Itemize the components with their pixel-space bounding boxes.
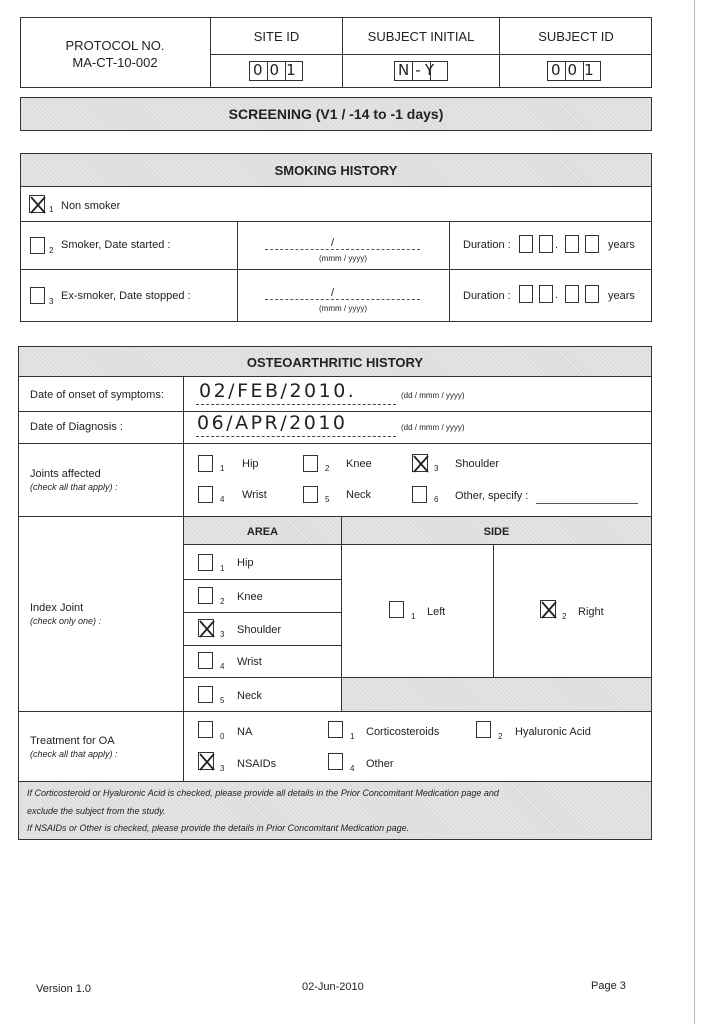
treatment-other-checkbox[interactable] <box>328 753 343 770</box>
subject-initial-value: N-Y <box>398 61 441 79</box>
diagnosis-value[interactable]: 06/APR/2010 <box>197 412 348 434</box>
onset-format: (dd / mmm / yyyy) <box>401 391 465 400</box>
area-shoulder-label: Shoulder <box>237 624 282 636</box>
joint-shoulder-checkbox[interactable] <box>412 454 428 472</box>
treatment-corticosteroids-label: Corticosteroids <box>366 726 440 738</box>
ex-smoker-duration-box-2[interactable] <box>539 285 553 303</box>
joint-wrist-checkbox[interactable] <box>198 486 213 503</box>
oa-note-line3: If NSAIDs or Other is checked, please provide the details in Prior Concomitant Medication page. <box>27 823 410 833</box>
smoker-duration-box-4[interactable] <box>585 235 599 253</box>
area-neck-checkbox[interactable] <box>198 686 213 703</box>
treatment-na-checkbox[interactable] <box>198 721 213 738</box>
ex-smoker-duration-label: Duration : <box>463 290 511 302</box>
joint-shoulder-label: Shoulder <box>455 458 500 470</box>
joint-shoulder-num: 3 <box>434 464 439 473</box>
treatment-hyaluronic-label: Hyaluronic Acid <box>515 726 591 738</box>
joint-hip-num: 1 <box>220 464 225 473</box>
joint-hip-checkbox[interactable] <box>198 455 213 472</box>
treatment-hyaluronic-num: 2 <box>498 732 503 741</box>
smoker-date-line <box>265 249 420 250</box>
non-smoker-num: 1 <box>49 205 54 214</box>
joint-knee-checkbox[interactable] <box>303 455 318 472</box>
index-joint-hint: (check only one) : <box>30 616 102 626</box>
footer-page: Page 3 <box>591 980 626 992</box>
joint-neck-label: Neck <box>346 489 372 501</box>
side-empty-cell <box>342 677 651 711</box>
smoking-title: SMOKING HISTORY <box>274 163 398 178</box>
index-joint-label: Index Joint <box>30 602 84 614</box>
side-left-checkbox[interactable] <box>389 601 404 618</box>
treatment-other-num: 4 <box>350 764 355 773</box>
ex-smoker-label: Ex-smoker, Date stopped : <box>61 290 191 302</box>
joint-neck-num: 5 <box>325 495 330 504</box>
smoker-duration-dot: . <box>555 239 559 251</box>
oa-hline <box>18 711 652 712</box>
diagnosis-underline <box>196 436 396 437</box>
smoker-years-label: years <box>608 239 635 251</box>
subject-initial-label: SUBJECT INITIAL <box>367 29 475 44</box>
area-row-line <box>184 612 341 613</box>
screening-title: SCREENING (V1 / -14 to -1 days) <box>228 106 444 122</box>
header-divider-3 <box>499 17 500 88</box>
non-smoker-checkbox[interactable] <box>29 195 45 213</box>
ex-smoker-duration-box-3[interactable] <box>565 285 579 303</box>
footer-version: Version 1.0 <box>36 983 92 995</box>
site-id-label: SITE ID <box>253 29 300 44</box>
treatment-na-num: 0 <box>220 732 225 741</box>
smoking-vline <box>449 221 450 322</box>
joint-wrist-num: 4 <box>220 495 225 504</box>
header-hline <box>210 54 652 55</box>
protocol-value: MA-CT-10-002 <box>72 55 158 70</box>
treatment-nsaids-checkbox[interactable] <box>198 752 214 770</box>
area-row-line <box>184 645 341 646</box>
smoker-duration-box-1[interactable] <box>519 235 533 253</box>
onset-label: Date of onset of symptoms: <box>30 389 164 401</box>
smoker-checkbox[interactable] <box>30 237 45 254</box>
treatment-other-label: Other <box>366 758 394 770</box>
footer-date: 02-Jun-2010 <box>302 981 364 993</box>
side-right-num: 2 <box>562 612 567 621</box>
ex-smoker-num: 3 <box>49 297 54 306</box>
check-x-icon <box>413 455 429 473</box>
joints-hint: (check all that apply) : <box>30 482 118 492</box>
area-hip-num: 1 <box>220 564 225 573</box>
oa-title: OSTEOARTHRITIC HISTORY <box>246 355 424 370</box>
area-hip-checkbox[interactable] <box>198 554 213 571</box>
area-shoulder-num: 3 <box>220 630 225 639</box>
side-left-num: 1 <box>411 612 416 621</box>
oa-note-line2: exclude the subject from the study. <box>27 806 166 816</box>
ex-smoker-duration-box-1[interactable] <box>519 285 533 303</box>
joint-hip-label: Hip <box>242 458 259 470</box>
site-id-value: 001 <box>253 61 303 79</box>
joint-other-label: Other, specify : <box>455 490 529 502</box>
non-smoker-label: Non smoker <box>61 200 121 212</box>
area-wrist-checkbox[interactable] <box>198 652 213 669</box>
area-wrist-label: Wrist <box>237 656 262 668</box>
area-knee-num: 2 <box>220 597 225 606</box>
treatment-na-label: NA <box>237 726 253 738</box>
subject-id-value: 001 <box>551 61 601 79</box>
side-mid-vline <box>493 545 494 677</box>
smoker-duration-label: Duration : <box>463 239 511 251</box>
treatment-nsaids-num: 3 <box>220 764 225 773</box>
ex-smoker-date-slash: / <box>331 287 335 299</box>
area-header: AREA <box>246 526 279 538</box>
header-divider-1 <box>210 17 211 88</box>
smoker-duration-box-2[interactable] <box>539 235 553 253</box>
side-header: SIDE <box>483 526 510 538</box>
oa-hline <box>18 443 652 444</box>
area-shoulder-checkbox[interactable] <box>198 619 214 637</box>
area-neck-num: 5 <box>220 696 225 705</box>
smoker-duration-box-3[interactable] <box>565 235 579 253</box>
joint-other-specify-line[interactable] <box>536 503 638 504</box>
treatment-corticosteroids-checkbox[interactable] <box>328 721 343 738</box>
treatment-corticosteroids-num: 1 <box>350 732 355 741</box>
check-x-icon <box>541 601 557 619</box>
onset-underline <box>196 404 396 405</box>
side-left-label: Left <box>427 606 446 618</box>
smoker-date-format: (mmm / yyyy) <box>319 254 367 263</box>
joint-other-num: 6 <box>434 495 439 504</box>
smoking-hline <box>20 221 652 222</box>
side-right-checkbox[interactable] <box>540 600 556 618</box>
joint-knee-num: 2 <box>325 464 330 473</box>
area-knee-label: Knee <box>237 591 263 603</box>
oa-note-line1: If Corticosteroid or Hyaluronic Acid is checked, please provide all details in the Prior Concomitant Medication page and <box>27 788 499 798</box>
joint-wrist-label: Wrist <box>242 489 267 501</box>
diagnosis-label: Date of Diagnosis : <box>30 421 123 433</box>
area-neck-label: Neck <box>237 690 263 702</box>
ex-smoker-years-label: years <box>608 290 635 302</box>
side-right-label: Right <box>578 606 604 618</box>
diagnosis-format: (dd / mmm / yyyy) <box>401 423 465 432</box>
area-wrist-num: 4 <box>220 662 225 671</box>
header-divider-2 <box>342 17 343 88</box>
treatment-label: Treatment for OA <box>30 735 115 747</box>
ex-smoker-checkbox[interactable] <box>30 287 45 304</box>
joint-neck-checkbox[interactable] <box>303 486 318 503</box>
area-row-line <box>184 579 341 580</box>
check-x-icon <box>30 196 46 214</box>
ex-smoker-date-line <box>265 299 420 300</box>
area-knee-checkbox[interactable] <box>198 587 213 604</box>
smoker-label: Smoker, Date started : <box>61 239 171 251</box>
ex-smoker-duration-dot: . <box>555 289 559 301</box>
smoker-date-slash: / <box>331 237 335 249</box>
ex-smoker-duration-box-4[interactable] <box>585 285 599 303</box>
scan-edge-line <box>694 0 695 1024</box>
area-row-line <box>184 677 341 678</box>
ex-smoker-date-format: (mmm / yyyy) <box>319 304 367 313</box>
area-hip-label: Hip <box>237 557 254 569</box>
joint-other-checkbox[interactable] <box>412 486 427 503</box>
joints-label: Joints affected <box>30 468 101 480</box>
smoker-num: 2 <box>49 246 54 255</box>
check-x-icon <box>199 753 215 771</box>
treatment-nsaids-label: NSAIDs <box>237 758 277 770</box>
check-x-icon <box>199 620 215 638</box>
onset-value[interactable]: 02/FEB/2010. <box>199 380 357 402</box>
treatment-hyaluronic-checkbox[interactable] <box>476 721 491 738</box>
subject-id-label: SUBJECT ID <box>538 29 614 44</box>
joint-knee-label: Knee <box>346 458 372 470</box>
protocol-label: PROTOCOL NO. <box>65 38 165 53</box>
treatment-hint: (check all that apply) : <box>30 749 118 759</box>
smoking-hline <box>20 269 652 270</box>
